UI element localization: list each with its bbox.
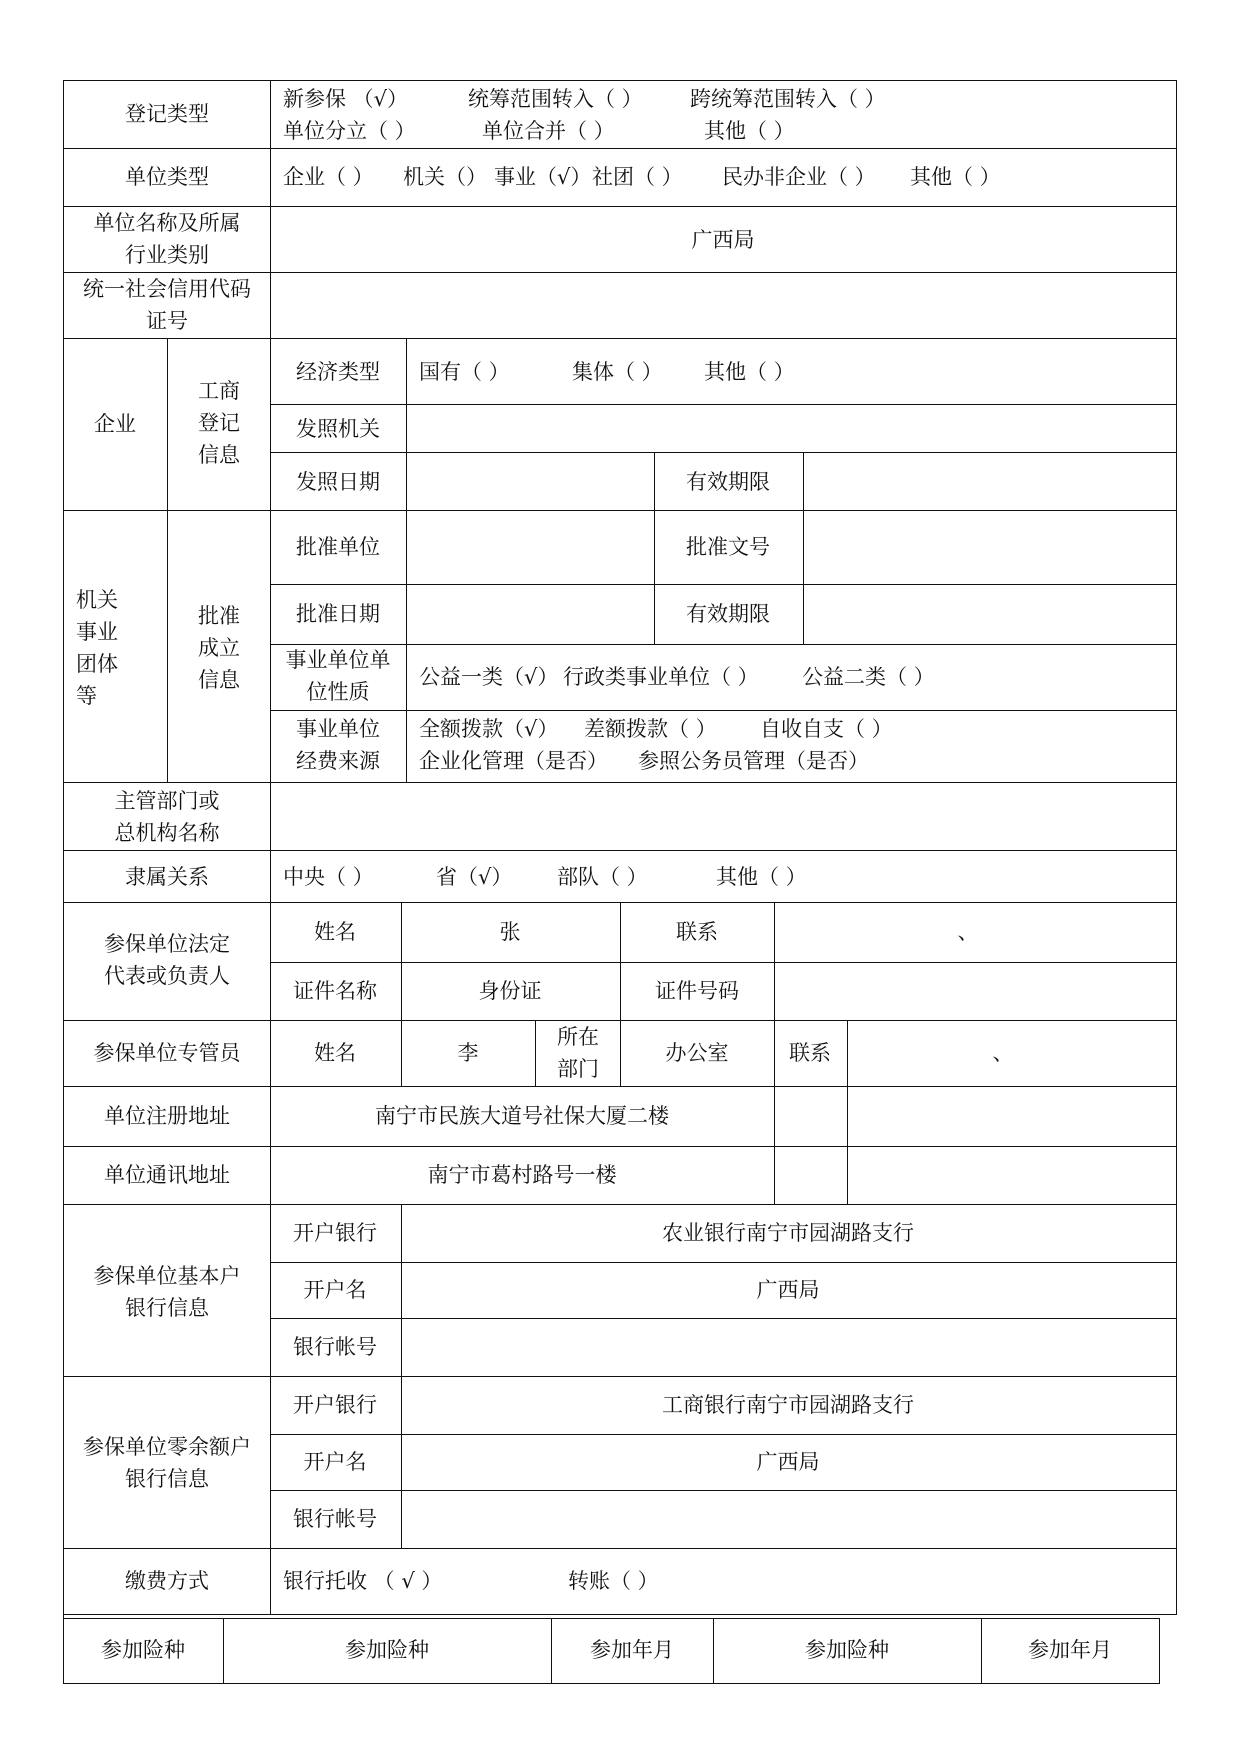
basic-bank-value[interactable]: 农业银行南宁市园湖路支行 (662, 1221, 914, 1245)
registration-option-transfer-in[interactable]: 统筹范围转入（ ） (468, 87, 643, 111)
grid-line (620, 1020, 621, 1086)
institution-sub-line1: 批准 (198, 604, 240, 628)
grid-line (63, 1376, 1177, 1377)
grid-line (270, 1318, 1177, 1319)
unit-nature-label-line1: 事业单位单 (285, 648, 391, 672)
legal-rep-label-line2: 代表或负责人 (104, 964, 230, 988)
registration-type-label: 登记类型 (125, 102, 209, 126)
legal-rep-contact-label: 联系 (676, 920, 718, 944)
nature-public-1[interactable]: 公益一类（√） (419, 665, 559, 689)
legal-rep-id-type-label: 证件名称 (293, 979, 377, 1003)
grid-line (774, 1020, 775, 1086)
nature-public-2[interactable]: 公益二类（ ） (802, 665, 935, 689)
grid-line (63, 1548, 1177, 1549)
economic-type-collective[interactable]: 集体（ ） (572, 360, 663, 384)
legal-rep-contact-value[interactable]: 、 (957, 920, 979, 944)
institution-sub-line3: 信息 (198, 668, 240, 692)
grid-line (63, 1618, 1160, 1619)
basic-account-label-line2: 银行信息 (125, 1296, 209, 1320)
grid-line (270, 1490, 1177, 1491)
affiliation-other[interactable]: 其他（ ） (716, 865, 807, 889)
economic-type-state[interactable]: 国有（ ） (419, 360, 510, 384)
zero-acct-label: 银行帐号 (293, 1507, 377, 1531)
manager-name-label: 姓名 (314, 1041, 356, 1065)
enterprise-label: 企业 (94, 412, 136, 436)
funding-self[interactable]: 自收自支（ ） (760, 717, 893, 741)
approval-date-label: 批准日期 (296, 602, 380, 626)
payment-transfer[interactable]: 转账（ ） (568, 1569, 659, 1593)
grid-line (406, 338, 407, 782)
zero-account-label-line2: 银行信息 (125, 1467, 209, 1491)
affiliation-military[interactable]: 部队（ ） (557, 865, 648, 889)
approver-label: 批准单位 (296, 535, 380, 559)
grid-line (803, 510, 804, 644)
insurance-header-col3: 参加年月 (590, 1638, 674, 1662)
license-validity-label: 有效期限 (686, 470, 770, 494)
institution-label-line2: 事业 (76, 620, 118, 644)
legal-rep-id-no-label: 证件号码 (655, 979, 739, 1003)
manager-label: 参保单位专管员 (93, 1041, 241, 1065)
zero-bank-label: 开户银行 (293, 1393, 377, 1417)
basic-acct-label: 银行帐号 (293, 1335, 377, 1359)
grid-line (63, 1204, 1177, 1205)
payment-bank-collection[interactable]: 银行托收 （ √ ） (283, 1569, 443, 1593)
zero-bank-value[interactable]: 工商银行南宁市园湖路支行 (662, 1393, 914, 1417)
funding-full[interactable]: 全额拨款（√） (419, 717, 559, 741)
funding-difference[interactable]: 差额拨款（ ） (584, 717, 717, 741)
mail-address-value[interactable]: 南宁市葛村路号一楼 (427, 1163, 617, 1187)
grid-line (401, 1020, 402, 1086)
mail-address-label: 单位通讯地址 (104, 1163, 230, 1187)
unit-nature-label-line2: 位性质 (306, 680, 370, 704)
economic-type-label: 经济类型 (296, 360, 380, 384)
unit-name-label-line1: 单位名称及所属 (93, 211, 241, 235)
grid-line (551, 1618, 552, 1683)
grid-line (63, 782, 1177, 783)
grid-line (270, 1434, 1177, 1435)
grid-line (63, 148, 1177, 149)
unit-type-label: 单位类型 (125, 165, 209, 189)
grid-line (63, 1614, 1177, 1615)
license-date-label: 发照日期 (296, 470, 380, 494)
institution-label-line1: 机关 (76, 588, 118, 612)
enterprise-sub-line2: 登记 (198, 411, 240, 435)
zero-holder-value[interactable]: 广西局 (756, 1450, 820, 1474)
grid-line (223, 1618, 224, 1683)
grid-line (401, 902, 402, 1020)
institution-label-line4: 等 (76, 684, 97, 708)
grid-line (981, 1618, 982, 1683)
grid-line (1176, 80, 1177, 1614)
grid-line (63, 338, 1177, 339)
unit-type-institution[interactable]: 事业（√） (494, 165, 592, 189)
funding-label-line2: 经费来源 (296, 749, 380, 773)
enterprise-sub-line3: 信息 (198, 443, 240, 467)
grid-line (63, 80, 64, 1683)
grid-line (713, 1618, 714, 1683)
reg-address-value[interactable]: 南宁市民族大道号社保大厦二楼 (375, 1104, 669, 1128)
unit-type-agency[interactable]: 机关（） (403, 165, 487, 189)
basic-bank-label: 开户银行 (293, 1221, 377, 1245)
grid-line (774, 1086, 775, 1204)
manager-dept-label-line2: 部门 (557, 1057, 599, 1081)
grid-line (1159, 1618, 1160, 1683)
grid-line (270, 962, 1177, 963)
zero-holder-label: 开户名 (303, 1450, 367, 1474)
insurance-header-col1: 参加险种 (101, 1638, 185, 1662)
basic-holder-label: 开户名 (303, 1278, 367, 1302)
manager-name-value[interactable]: 李 (457, 1041, 479, 1065)
funding-civil-servant-mgmt[interactable]: 参照公务员管理（是否） (638, 749, 869, 773)
grid-line (63, 1146, 1177, 1147)
grid-line (847, 1020, 848, 1204)
unit-name-label-line2: 行业类别 (125, 243, 209, 267)
grid-line (63, 206, 1177, 207)
approval-doc-label: 批准文号 (686, 535, 770, 559)
registration-option-merge[interactable]: 单位合并（ ） (482, 119, 615, 143)
registration-option-cross-transfer[interactable]: 跨统筹范围转入（ ） (690, 87, 886, 111)
grid-line (63, 510, 1177, 511)
grid-line (620, 902, 621, 1020)
funding-label-line1: 事业单位 (296, 717, 380, 741)
registration-option-other[interactable]: 其他（ ） (704, 119, 795, 143)
credit-code-label-line2: 证号 (146, 309, 188, 333)
zero-account-label-line1: 参保单位零余额户 (83, 1435, 251, 1459)
grid-line (774, 902, 775, 1020)
unit-name-value[interactable]: 广西局 (691, 228, 755, 252)
funding-enterprise-mgmt[interactable]: 企业化管理（是否） (419, 749, 608, 773)
grid-line (167, 338, 168, 782)
license-issuer-label: 发照机关 (296, 417, 380, 441)
grid-line (63, 850, 1177, 851)
insurance-header-col5: 参加年月 (1028, 1638, 1112, 1662)
grid-line (63, 80, 1177, 81)
grid-line (270, 80, 271, 1614)
affiliation-label: 隶属关系 (125, 865, 209, 889)
grid-line (63, 1086, 1177, 1087)
grid-line (535, 1020, 536, 1086)
registration-option-split[interactable]: 单位分立（ ） (283, 119, 416, 143)
payment-label: 缴费方式 (125, 1569, 209, 1593)
manager-dept-value[interactable]: 办公室 (665, 1041, 729, 1065)
supervisor-label-line1: 主管部门或 (114, 789, 220, 813)
enterprise-sub-line1: 工商 (198, 379, 240, 403)
manager-contact-label: 联系 (789, 1041, 831, 1065)
legal-rep-name-label: 姓名 (314, 920, 356, 944)
legal-rep-name-value[interactable]: 张 (499, 920, 521, 944)
supervisor-label-line2: 总机构名称 (114, 821, 220, 845)
grid-line (63, 1683, 1160, 1684)
grid-line (63, 272, 1177, 273)
institution-sub-line2: 成立 (198, 636, 240, 660)
basic-account-label-line1: 参保单位基本户 (93, 1264, 241, 1288)
grid-line (803, 452, 804, 510)
grid-line (270, 1262, 1177, 1263)
manager-contact-value[interactable]: 、 (992, 1041, 1014, 1065)
registration-option-new[interactable]: 新参保 （√） (283, 87, 409, 111)
institution-label-line3: 团体 (76, 652, 118, 676)
reg-address-label: 单位注册地址 (104, 1104, 230, 1128)
affiliation-province[interactable]: 省（√） (436, 865, 513, 889)
unit-type-enterprise[interactable]: 企业（ ） (283, 165, 374, 189)
credit-code-label-line1: 统一社会信用代码 (83, 277, 251, 301)
economic-type-other[interactable]: 其他（ ） (704, 360, 795, 384)
manager-dept-label-line1: 所在 (557, 1025, 599, 1049)
insurance-header-col2: 参加险种 (345, 1638, 429, 1662)
grid-line (654, 452, 655, 510)
affiliation-central[interactable]: 中央（ ） (283, 865, 374, 889)
nature-administrative[interactable]: 行政类事业单位（ ） (563, 665, 759, 689)
insurance-header-col4: 参加险种 (805, 1638, 889, 1662)
legal-rep-label-line1: 参保单位法定 (104, 932, 230, 956)
basic-holder-value[interactable]: 广西局 (756, 1278, 820, 1302)
legal-rep-id-type-value[interactable]: 身份证 (478, 979, 542, 1003)
approval-validity-label: 有效期限 (686, 602, 770, 626)
unit-type-private-nonenterprise[interactable]: 民办非企业（ ） (722, 165, 876, 189)
grid-line (654, 510, 655, 644)
grid-line (401, 1204, 402, 1548)
unit-type-association[interactable]: 社团（ ） (592, 165, 683, 189)
unit-type-other[interactable]: 其他（ ） (910, 165, 1001, 189)
